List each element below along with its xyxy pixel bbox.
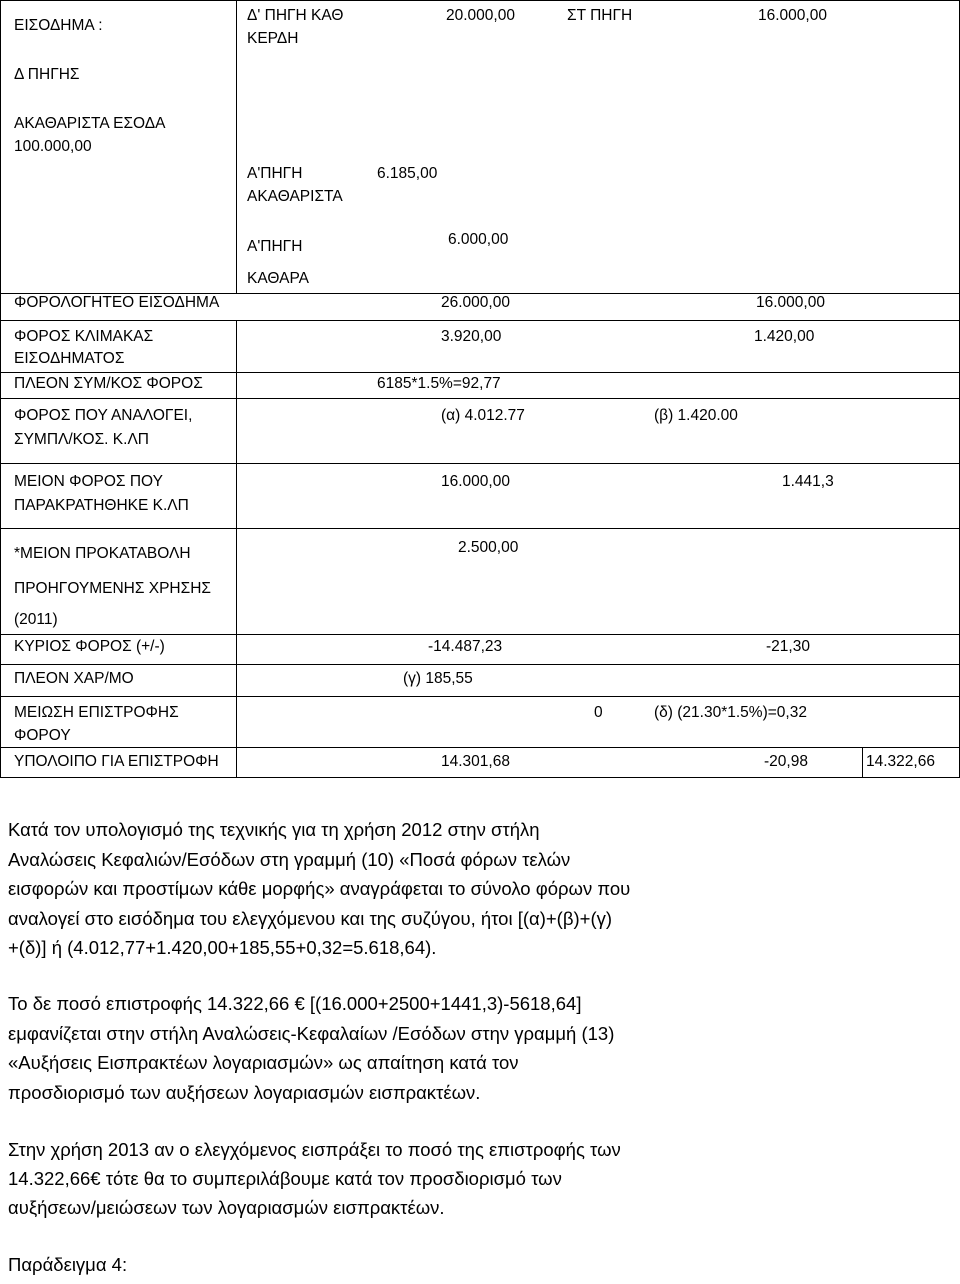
label-main-tax: ΚΥΡΙΟΣ ΦΟΡΟΣ (+/-) (14, 638, 165, 655)
text-line: εισφορών και προστίμων κάθε μορφής» αναγράφεται το σύνολο φόρων που (8, 878, 631, 899)
table-border-bottom (0, 777, 960, 778)
label-income: ΕΙΣΟΔΗΜΑ : (14, 17, 103, 34)
prepayment-value: 2.500,00 (458, 539, 519, 556)
refund-balance-value-2: -20,98 (764, 753, 808, 770)
withheld-tax-value-1: 16.000,00 (441, 473, 510, 490)
source-a-net-label-cont: ΚΑΘΑΡΑ (247, 270, 309, 287)
text-line: αυξήσεων/μειώσεων των λογαριασμών εισπρακτέων. (8, 1197, 445, 1218)
label-taxable-income: ΦΟΡΟΛΟΓΗΤΕΟ ΕΙΣΟΔΗΜΑ (14, 294, 220, 311)
refund-balance-value-3: 14.322,66 (866, 753, 935, 770)
scale-tax-value-2: 1.420,00 (754, 328, 815, 345)
label-refund-reduction: ΜΕΙΩΣΗ ΕΠΙΣΤΡΟΦΗΣ (14, 704, 179, 721)
text-line: 14.322,66€ τότε θα το συμπεριλάβουμε κατά τον προσδιορισμό των (8, 1168, 562, 1189)
main-tax-value-2: -21,30 (766, 638, 810, 655)
label-withheld-tax: ΜΕΙΟΝ ΦΟΡΟΣ ΠΟΥ (14, 473, 163, 490)
taxable-income-value-2: 16.000,00 (756, 294, 825, 311)
label-tax-due-cont: ΣΥΜΠΛ/ΚΟΣ. Κ.ΛΠ (14, 431, 149, 448)
label-stamp-duty: ΠΛΕΟΝ ΧΑΡ/ΜΟ (14, 670, 134, 687)
row-divider (0, 664, 960, 665)
label-scale-tax: ΦΟΡΟΣ ΚΛΙΜΑΚΑΣ (14, 328, 154, 345)
row-divider (0, 398, 960, 399)
refund-reduction-value: 0 (594, 704, 603, 721)
label-prepayment-year: (2011) (14, 611, 58, 628)
text-line: Αναλώσεις Κεφαλιών/Εσόδων στη γραμμή (10) «Ποσά φόρων τελών (8, 849, 571, 870)
source-a-gross-label: Α'ΠΗΓΗ (247, 165, 303, 182)
source-a-net-label: Α'ΠΗΓΗ (247, 238, 303, 255)
refund-reduction-d: (δ) (21.30*1.5%)=0,32 (654, 704, 807, 721)
column-divider (862, 747, 863, 777)
source-st-value: 16.000,00 (758, 7, 827, 24)
example-heading: Παράδειγμα 4: (8, 1254, 128, 1275)
text-line: εμφανίζεται στην στήλη Αναλώσεις-Κεφαλαίων /Εσόδων στην γραμμή (13) (8, 1023, 615, 1044)
source-a-net-value: 6.000,00 (448, 231, 509, 248)
label-solidarity-tax: ΠΛΕΟΝ ΣΥΜ/ΚΟΣ ΦΟΡΟΣ (14, 375, 203, 392)
label-gross-revenue: ΑΚΑΘΑΡΙΣΤΑ ΕΣΟΔΑ (14, 115, 166, 132)
source-a-gross-value: 6.185,00 (377, 165, 438, 182)
solidarity-tax-value: 6185*1.5%=92,77 (377, 375, 501, 392)
source-st-label: ΣΤ ΠΗΓΗ (567, 7, 633, 24)
text-line: Το δε ποσό επιστροφής 14.322,66 € [(16.000+2500+1441,3)-5618,64] (8, 993, 582, 1014)
tax-due-a: (α) 4.012.77 (441, 407, 525, 424)
source-a-gross-label-cont: ΑΚΑΘΑΡΙΣΤΑ (247, 188, 343, 205)
scale-tax-value-1: 3.920,00 (441, 328, 502, 345)
label-prepayment: *ΜΕΙΟΝ ΠΡΟΚΑΤΑΒΟΛΗ (14, 545, 191, 562)
refund-balance-value-1: 14.301,68 (441, 753, 510, 770)
taxable-income-value-1: 26.000,00 (441, 294, 510, 311)
label-tax-due: ΦΟΡΟΣ ΠΟΥ ΑΝΑΛΟΓΕΙ, (14, 407, 193, 424)
row-divider (0, 696, 960, 697)
column-divider (0, 0, 1, 778)
source-d-value: 20.000,00 (446, 7, 515, 24)
label-withheld-tax-cont: ΠΑΡΑΚΡΑΤΗΘΗΚΕ Κ.ΛΠ (14, 497, 189, 514)
text-line: Κατά τον υπολογισμό της τεχνικής για τη χρήση 2012 στην στήλη (8, 819, 540, 840)
main-tax-value-1: -14.487,23 (428, 638, 503, 655)
column-divider (236, 320, 237, 778)
source-d-label: Δ' ΠΗΓΗ ΚΑΘ (247, 7, 344, 24)
table-border-top (0, 0, 960, 1)
row-divider (0, 463, 960, 464)
label-prepayment-cont: ΠΡΟΗΓΟΥΜΕΝΗΣ ΧΡΗΣΗΣ (14, 580, 211, 597)
stamp-duty-value: (γ) 185,55 (403, 670, 473, 687)
column-divider (236, 0, 237, 293)
tax-due-b: (β) 1.420.00 (654, 407, 738, 424)
label-scale-tax-cont: ΕΙΣΟΔΗΜΑΤΟΣ (14, 350, 125, 367)
gross-revenue-value: 100.000,00 (14, 138, 92, 155)
label-refund-balance: ΥΠΟΛΟΙΠΟ ΓΙΑ ΕΠΙΣΤΡΟΦΗ (14, 753, 219, 770)
row-divider (0, 320, 960, 321)
text-line: «Αυξήσεις Εισπρακτέων λογαριασμών» ως απαίτηση κατά τον (8, 1052, 519, 1073)
text-line: προσδιορισμό των αυξήσεων λογαριασμών εισπρακτέων. (8, 1082, 481, 1103)
row-divider (0, 747, 960, 748)
label-source-d: Δ ΠΗΓΗΣ (14, 66, 80, 83)
label-refund-reduction-cont: ΦΟΡΟΥ (14, 727, 71, 744)
source-d-label-cont: ΚΕΡΔΗ (247, 30, 299, 47)
text-line: +(δ)] ή (4.012,77+1.420,00+185,55+0,32=5.618,64). (8, 937, 437, 958)
text-line: αναλογεί στο εισόδημα του ελεγχόμενου και της συζύγου, ήτοι [(α)+(β)+(γ) (8, 908, 613, 929)
row-divider (0, 528, 960, 529)
text-line: Στην χρήση 2013 αν ο ελεγχόμενος εισπράξει το ποσό της επιστροφής των (8, 1139, 621, 1160)
withheld-tax-value-2: 1.441,3 (782, 473, 834, 490)
